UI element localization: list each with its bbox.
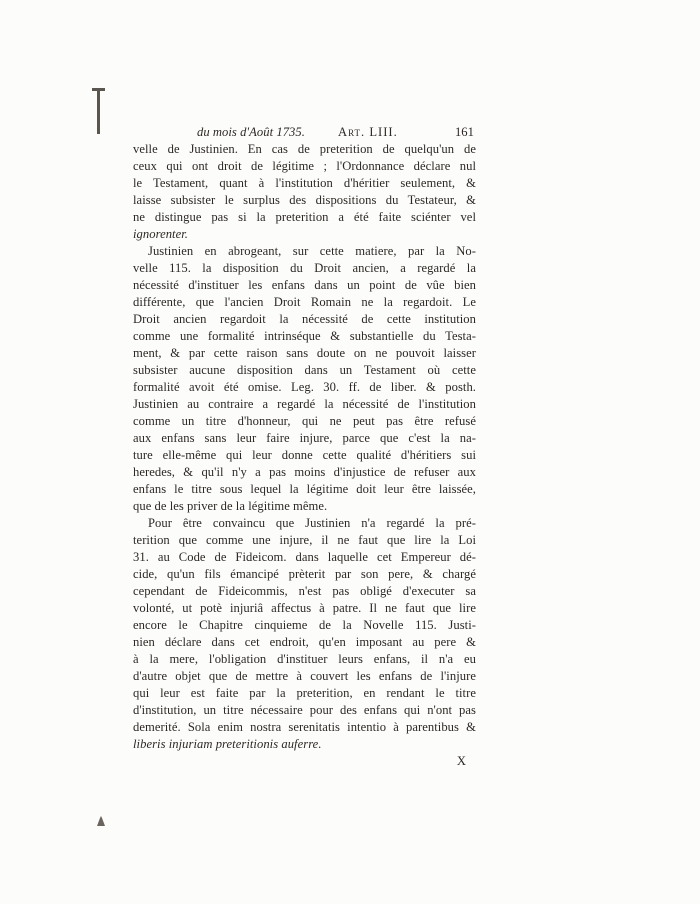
text-line: nécessité d'instituer les enfans dans un point de vûe bien bbox=[133, 278, 476, 292]
text-line: laisse subsister le surplus des dispositions du Testateur, & bbox=[133, 193, 476, 207]
paragraph-3 bbox=[133, 515, 476, 753]
text-line: ceux qui ont droit de légitime ; l'Ordonnance déclare nul bbox=[133, 159, 476, 173]
text-line: 31. au Code de Fideicom. dans laquelle cet Empereur dé- bbox=[133, 550, 476, 564]
text-line: velle 115. la disposition du Droit ancien, a regardé la bbox=[133, 261, 476, 275]
text-line: enfans le titre sous lequel la légitime doit leur être laissée, bbox=[133, 482, 476, 496]
text-line: que de les priver de la légitime même. bbox=[133, 499, 328, 513]
text-line: ment, & par cette raison sans doute on ne pouvoit laisser bbox=[133, 346, 476, 360]
text-line: ne distingue pas si la preterition a été faite sciénter vel bbox=[133, 210, 476, 224]
text-line: terition que comme une injure, il ne faut que lire la Loi bbox=[133, 533, 476, 547]
text-line: comme un titre d'honneur, qui ne peut pas être refusé bbox=[133, 414, 476, 428]
text-line: liberis injuriam preteritionis auferre. bbox=[133, 737, 322, 751]
text-line: Pour être convaincu que Justinien n'a regardé la pré- bbox=[148, 516, 476, 530]
text-column bbox=[133, 124, 476, 770]
text-line: cependant de Fideicommis, n'est pas obligé d'executer sa bbox=[133, 584, 476, 598]
article-number: Art. LIII. bbox=[338, 125, 398, 139]
text-line: différente, que l'ancien Droit Romain ne la regardoit. Le bbox=[133, 295, 476, 309]
text-line: formalité avoit été omise. Leg. 30. ff. de liber. & posth. bbox=[133, 380, 476, 394]
running-header bbox=[133, 124, 476, 141]
text-line: cide, qu'un fils émancipé prèterit par son pere, & chargé bbox=[133, 567, 476, 581]
text-line: aux enfans sans leur faire injure, parce que c'est la na- bbox=[133, 431, 476, 445]
catchword: X bbox=[456, 754, 466, 768]
text-line: comme une formalité intrinséque & substantielle du Testa- bbox=[133, 329, 476, 343]
text-line: Droit ancien regardoit la nécessité de cette institution bbox=[133, 312, 476, 326]
text-line: le Testament, quant à l'institution d'héritier seulement, & bbox=[133, 176, 476, 190]
text-line: Justinien en abrogeant, sur cette matiere, par la No- bbox=[148, 244, 476, 258]
text-line: subsister aucune disposition dans un Testament où cette bbox=[133, 363, 476, 377]
bottom-margin-mark bbox=[96, 812, 106, 824]
text-line: ture elle-même qui leur donne cette qualité d'héritiers sui bbox=[133, 448, 476, 462]
text-line: d'autre objet que de mettre à couvert les enfans de l'injure bbox=[133, 669, 476, 683]
text-line: ignorenter. bbox=[133, 227, 189, 241]
margin-mark bbox=[92, 88, 106, 134]
text-line: encore le Chapitre cinquieme de la Novelle 115. Justi- bbox=[133, 618, 476, 632]
text-line: qui leur est faite par la preterition, en rendant le titre bbox=[133, 686, 476, 700]
text-line: volonté, ut potè injuriâ affectus à patre. Il ne faut que lire bbox=[133, 601, 476, 615]
text-line: d'institution, un titre nécessaire pour des enfans qui n'ont pas bbox=[133, 703, 476, 717]
text-line: demerité. Sola enim nostra serenitatis intentio à parentibus & bbox=[133, 720, 476, 734]
page-number: 161 bbox=[454, 125, 474, 139]
text-line: velle de Justinien. En cas de preterition de quelqu'un de bbox=[133, 142, 476, 156]
running-title: du mois d'Août 1735. bbox=[197, 125, 305, 139]
paragraph-1 bbox=[133, 141, 476, 243]
paragraph-2 bbox=[133, 243, 476, 515]
text-line: nien déclare dans cet endroit, qu'en imposant au pere & bbox=[133, 635, 476, 649]
text-line: heredes, & qu'il n'y a pas moins d'injustice de refuser aux bbox=[133, 465, 476, 479]
text-line: Justinien au contraire a regardé la nécessité de l'institution bbox=[133, 397, 476, 411]
text-line: à la mere, l'obligation d'instituer leurs enfans, il n'a eu bbox=[133, 652, 476, 666]
